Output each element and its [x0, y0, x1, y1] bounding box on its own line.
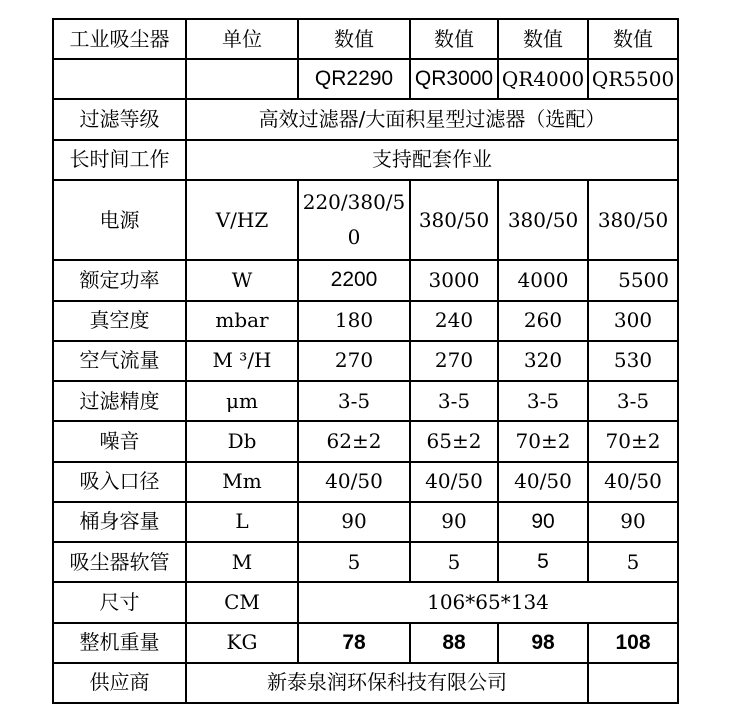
vacuum-value-3: 260	[498, 301, 588, 341]
inlet-unit: Mm	[186, 462, 298, 502]
model-2: QR3000	[410, 59, 498, 99]
spec-table	[52, 18, 679, 704]
noise-value-3: 70±2	[498, 421, 588, 461]
weight-label: 整机重量	[53, 623, 186, 663]
air-flow-value-2: 270	[410, 341, 498, 381]
size-row	[53, 582, 678, 622]
size-value: 106*65*134	[298, 582, 678, 622]
vacuum-label: 真空度	[53, 301, 186, 341]
header-unit: 单位	[186, 19, 298, 59]
vacuum-value-2: 240	[410, 301, 498, 341]
air-flow-value-3: 320	[498, 341, 588, 381]
inlet-value-4: 40/50	[588, 462, 678, 502]
tank-value-3: 90	[498, 502, 588, 542]
model-label-empty	[53, 59, 186, 99]
tank-value-1: 90	[298, 502, 410, 542]
filter-precision-label: 过滤精度	[53, 381, 186, 421]
header-value-3: 数值	[498, 19, 588, 59]
noise-value-4: 70±2	[588, 421, 678, 461]
air-flow-row	[53, 341, 678, 381]
power-supply-value-4: 380/50	[588, 180, 678, 260]
rated-power-unit: W	[186, 260, 298, 300]
weight-unit: KG	[186, 623, 298, 663]
hose-unit: M	[186, 542, 298, 582]
hose-value-2: 5	[410, 542, 498, 582]
weight-value-1: 78	[298, 623, 410, 663]
tank-unit: L	[186, 502, 298, 542]
spec-sheet	[52, 18, 677, 704]
model-1: QR2290	[298, 59, 410, 99]
model-4: QR5500	[588, 59, 678, 99]
power-supply-value-2: 380/50	[410, 180, 498, 260]
size-unit: CM	[186, 582, 298, 622]
vacuum-unit: mbar	[186, 301, 298, 341]
weight-value-4: 108	[588, 623, 678, 663]
inlet-value-1: 40/50	[298, 462, 410, 502]
tank-value-2: 90	[410, 502, 498, 542]
air-flow-unit: M ³/H	[186, 341, 298, 381]
size-label: 尺寸	[53, 582, 186, 622]
hose-value-4: 5	[588, 542, 678, 582]
model-row	[53, 59, 678, 99]
vacuum-value-4: 300	[588, 301, 678, 341]
supplier-empty	[588, 663, 678, 703]
power-supply-label: 电源	[53, 180, 186, 260]
noise-row	[53, 421, 678, 461]
noise-value-1: 62±2	[298, 421, 410, 461]
inlet-value-2: 40/50	[410, 462, 498, 502]
weight-value-2: 88	[410, 623, 498, 663]
model-3: QR4000	[498, 59, 588, 99]
noise-value-2: 65±2	[410, 421, 498, 461]
rated-power-value-2: 3000	[410, 260, 498, 300]
noise-unit: Db	[186, 421, 298, 461]
rated-power-row	[53, 260, 678, 300]
supplier-label: 供应商	[53, 663, 186, 703]
filter-level-label: 过滤等级	[53, 99, 186, 139]
hose-label: 吸尘器软管	[53, 542, 186, 582]
inlet-label: 吸入口径	[53, 462, 186, 502]
supplier-value: 新泰泉润环保科技有限公司	[186, 663, 588, 703]
tank-row	[53, 502, 678, 542]
hose-value-3: 5	[498, 542, 588, 582]
header-value-2: 数值	[410, 19, 498, 59]
filter-level-value: 高效过滤器/大面积星型过滤器（选配）	[186, 99, 678, 139]
hose-row	[53, 542, 678, 582]
weight-row	[53, 623, 678, 663]
filter-precision-value-2: 3-5	[410, 381, 498, 421]
filter-precision-value-3: 3-5	[498, 381, 588, 421]
model-unit-empty	[186, 59, 298, 99]
supplier-row	[53, 663, 678, 703]
vacuum-row	[53, 301, 678, 341]
noise-label: 噪音	[53, 421, 186, 461]
air-flow-value-4: 530	[588, 341, 678, 381]
rated-power-value-1: 2200	[298, 260, 410, 300]
rated-power-label: 额定功率	[53, 260, 186, 300]
tank-value-4: 90	[588, 502, 678, 542]
hose-value-1: 5	[298, 542, 410, 582]
filter-level-row	[53, 99, 678, 139]
inlet-value-3: 40/50	[498, 462, 588, 502]
filter-precision-value-4: 3-5	[588, 381, 678, 421]
header-value-4: 数值	[588, 19, 678, 59]
filter-precision-row	[53, 381, 678, 421]
tank-label: 桶身容量	[53, 502, 186, 542]
long-work-label: 长时间工作	[53, 140, 186, 180]
air-flow-label: 空气流量	[53, 341, 186, 381]
rated-power-value-3: 4000	[498, 260, 588, 300]
long-work-row	[53, 140, 678, 180]
header-value-1: 数值	[298, 19, 410, 59]
power-supply-unit: V/HZ	[186, 180, 298, 260]
power-supply-row	[53, 180, 678, 260]
rated-power-value-4: 5500	[588, 260, 678, 300]
filter-precision-value-1: 3-5	[298, 381, 410, 421]
power-supply-value-1: 220/380/50	[298, 180, 410, 260]
inlet-row	[53, 462, 678, 502]
air-flow-value-1: 270	[298, 341, 410, 381]
long-work-value: 支持配套作业	[186, 140, 678, 180]
power-supply-value-3: 380/50	[498, 180, 588, 260]
vacuum-value-1: 180	[298, 301, 410, 341]
header-row	[53, 19, 678, 59]
header-item: 工业吸尘器	[53, 19, 186, 59]
filter-precision-unit: μm	[186, 381, 298, 421]
weight-value-3: 98	[498, 623, 588, 663]
